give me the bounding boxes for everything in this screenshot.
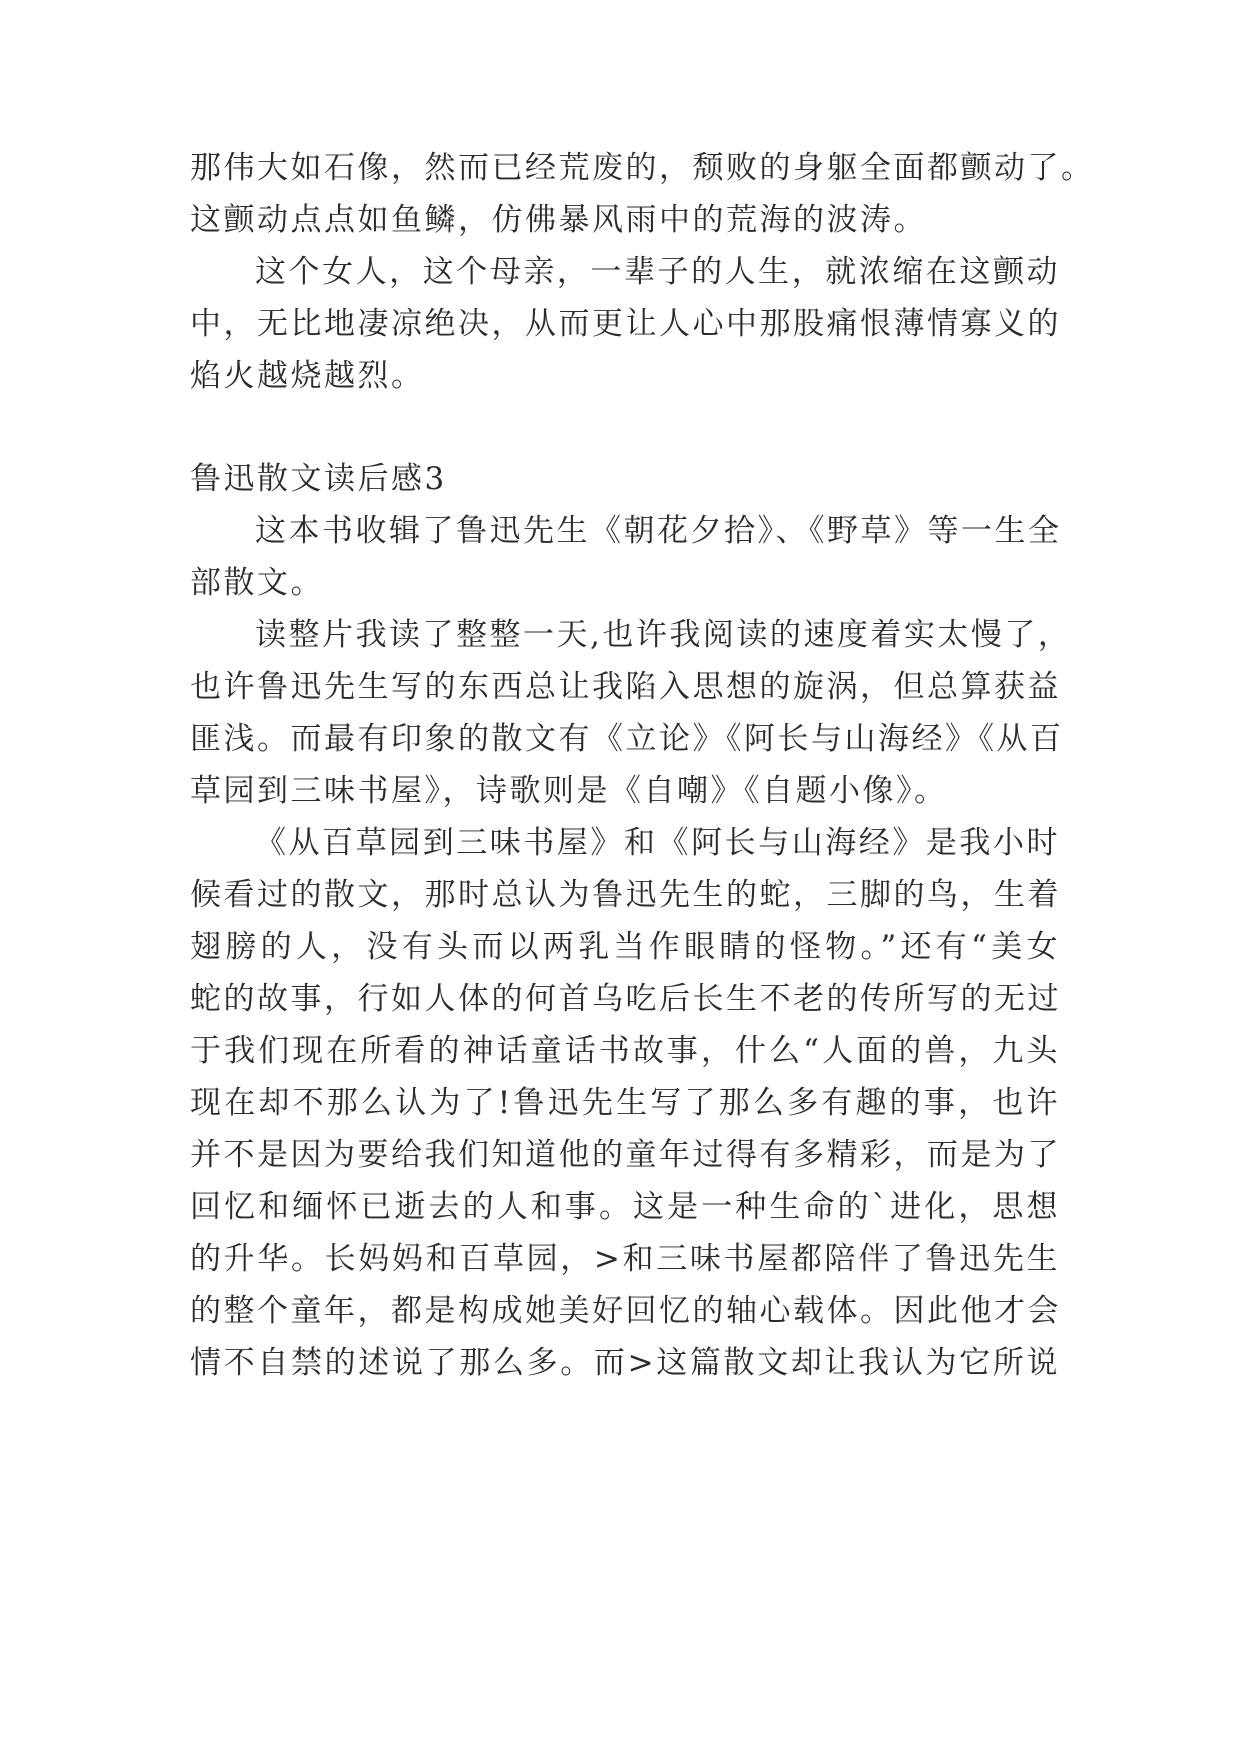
paragraph-line: 那伟大如石像，然而已经荒废的，颓败的身躯全面都颤动了。 [190, 150, 1095, 186]
paragraph-line: 的升华。长妈妈和百草园，>和三味书屋都陪伴了鲁迅先生 [190, 1241, 1060, 1277]
paragraph-line: 并不是因为要给我们知道他的童年过得有多精彩，而是为了 [190, 1137, 1061, 1173]
paragraph-line: 这本书收辑了鲁迅先生《朝花夕拾》、《野草》等一生全 [255, 513, 1062, 549]
paragraph-line: 匪浅。而最有印象的散文有《立论》《阿长与山海经》《从百 [190, 721, 1064, 757]
paragraph-line: 这颤动点点如鱼鳞，仿佛暴风雨中的荒海的波涛。 [190, 202, 927, 238]
paragraph-line: 蛇的故事，行如人体的何首乌吃后长生不老的传所写的无过 [190, 981, 1061, 1017]
paragraph-line: 情不自禁的述说了那么多。而>这篇散文却让我认为它所说 [190, 1345, 1060, 1381]
paragraph-line: 部散文。 [190, 565, 324, 601]
section-title: 鲁迅散文读后感3 [190, 461, 447, 497]
paragraph-line: 读整片我读了整整一天,也许我阅读的速度着实太慢了， [255, 617, 1072, 653]
paragraph-line: 候看过的散文，那时总认为鲁迅先生的蛇，三脚的鸟，生着 [190, 877, 1061, 913]
paragraph-line: 《从百草园到三味书屋》和《阿长与山海经》是我小时 [255, 825, 1060, 861]
paragraph-line: 焰火越烧越烈。 [190, 358, 425, 394]
paragraph-line: 回忆和缅怀已逝去的人和事。这是一种生命的`进化，思想 [190, 1189, 1060, 1225]
paragraph-line: 草园到三味书屋》，诗歌则是《自嘲》《自题小像》。 [190, 773, 948, 809]
paragraph-line: 中，无比地凄凉绝决，从而更让人心中那股痛恨薄情寡义的 [190, 306, 1061, 342]
paragraph-line: 这个女人，这个母亲，一辈子的人生，就浓缩在这颤动 [255, 254, 1060, 290]
paragraph-line: 于我们现在所看的神话童话书故事，什么“人面的兽，九头 [190, 1033, 1060, 1069]
paragraph-line: 的整个童年，都是构成她美好回忆的轴心载体。因此他才会 [190, 1293, 1061, 1329]
paragraph-line: 现在却不那么认为了!鲁迅先生写了那么多有趣的事，也许 [190, 1085, 1060, 1121]
paragraph-line: 也许鲁迅先生写的东西总让我陷入思想的旋涡，但总算获益 [190, 669, 1061, 705]
paragraph-line: 翅膀的人，没有头而以两乳当作眼睛的怪物。”还有“美女 [190, 929, 1060, 965]
